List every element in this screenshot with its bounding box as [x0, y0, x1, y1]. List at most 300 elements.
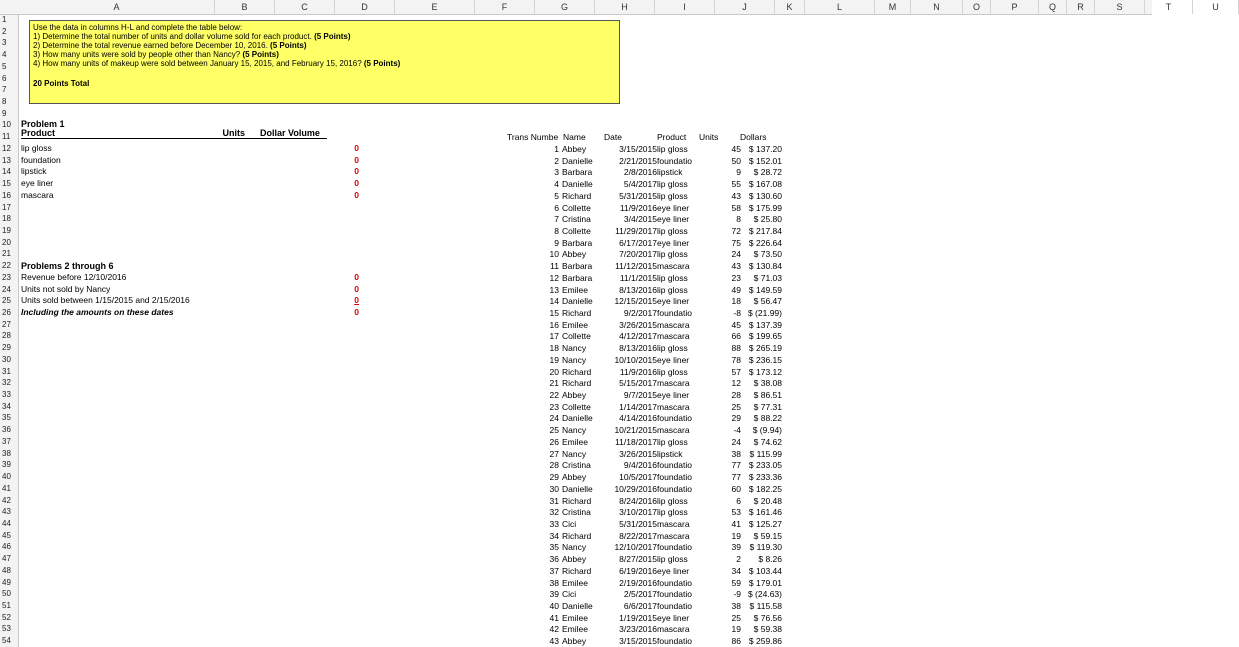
- column-header-h[interactable]: H: [595, 0, 655, 14]
- row-header[interactable]: 45: [2, 530, 11, 540]
- column-header-j[interactable]: J: [715, 0, 775, 14]
- table-cell-product[interactable]: foundatio: [657, 636, 692, 647]
- row-header[interactable]: 54: [2, 636, 11, 646]
- table-cell-product[interactable]: mascara: [657, 425, 690, 436]
- table-cell-trans[interactable]: 28: [549, 460, 559, 471]
- table-cell-product[interactable]: lip gloss: [657, 179, 688, 190]
- table-cell-trans[interactable]: 29: [549, 472, 559, 483]
- table-cell-trans[interactable]: 30: [549, 483, 559, 494]
- table-cell-name[interactable]: Nancy: [562, 542, 587, 553]
- table-cell-units[interactable]: 29: [731, 413, 741, 424]
- row-header[interactable]: 24: [2, 284, 11, 294]
- column-header-b[interactable]: B: [215, 0, 275, 14]
- table-cell-trans[interactable]: 35: [549, 542, 559, 553]
- table-cell-units[interactable]: 57: [731, 366, 741, 377]
- table-cell-dollars[interactable]: $ 182.25: [748, 483, 782, 494]
- table-cell-product[interactable]: foundatio: [657, 308, 692, 318]
- table-cell-product[interactable]: eye liner: [657, 296, 690, 307]
- table-cell-units[interactable]: 34: [731, 565, 741, 576]
- row-header[interactable]: 43: [2, 507, 11, 517]
- row-header[interactable]: 7: [2, 85, 7, 95]
- table-cell-trans[interactable]: 13: [549, 284, 559, 295]
- table-cell-units[interactable]: 2: [736, 554, 741, 565]
- table-cell-trans[interactable]: 34: [549, 530, 559, 541]
- row-header[interactable]: 15: [2, 179, 11, 189]
- column-header-r[interactable]: R: [1067, 0, 1095, 14]
- table-cell-dollars[interactable]: $ 59.38: [753, 624, 782, 635]
- table-cell-dollars[interactable]: $ 103.44: [748, 565, 782, 576]
- table-cell-trans[interactable]: 16: [549, 319, 559, 330]
- table-cell-dollars[interactable]: $ 233.36: [748, 472, 782, 483]
- table-cell-trans[interactable]: 1: [554, 143, 559, 154]
- row-header[interactable]: 49: [2, 577, 11, 587]
- table-cell-product[interactable]: foundatio: [657, 413, 692, 424]
- table-cell-name[interactable]: Nancy: [562, 354, 587, 365]
- table-cell-trans[interactable]: 23: [549, 401, 559, 412]
- row-header[interactable]: 27: [2, 319, 11, 329]
- table-cell-name[interactable]: Danielle: [562, 179, 593, 190]
- table-cell-product[interactable]: foundatio: [657, 460, 692, 471]
- table-cell-dollars[interactable]: $ 199.65: [748, 331, 782, 342]
- table-cell-dollars[interactable]: $ 77.31: [753, 401, 782, 412]
- table-cell-units[interactable]: 23: [731, 272, 741, 283]
- table-cell-name[interactable]: Collette: [562, 202, 591, 213]
- row-header[interactable]: 10: [2, 120, 11, 130]
- table-cell-dollars[interactable]: $ 217.84: [748, 225, 782, 236]
- row-header[interactable]: 53: [2, 624, 11, 634]
- problem-answer-cell[interactable]: 0: [354, 307, 359, 317]
- column-header-u[interactable]: U: [1193, 0, 1239, 14]
- table-cell-date[interactable]: 12/10/2017: [614, 542, 657, 553]
- table-cell-trans[interactable]: 26: [549, 436, 559, 447]
- row-header[interactable]: 19: [2, 225, 11, 235]
- table-cell-dollars[interactable]: $ (21.99): [747, 308, 782, 318]
- row-header[interactable]: 44: [2, 518, 11, 528]
- row-header[interactable]: 46: [2, 542, 11, 552]
- table-cell-product[interactable]: mascara: [657, 331, 690, 342]
- table-cell-dollars[interactable]: $ 226.64: [748, 237, 782, 248]
- table-cell-name[interactable]: Nancy: [562, 343, 587, 354]
- table-cell-trans[interactable]: 2: [554, 155, 559, 166]
- table-cell-product[interactable]: lip gloss: [657, 284, 688, 295]
- table-cell-dollars[interactable]: $ 28.72: [753, 167, 782, 178]
- table-cell-units[interactable]: 41: [731, 518, 741, 529]
- table-cell-units[interactable]: 88: [731, 343, 741, 354]
- table-cell-name[interactable]: Abbey: [562, 249, 587, 260]
- table-cell-name[interactable]: Danielle: [562, 155, 593, 166]
- row-header[interactable]: 38: [2, 448, 11, 458]
- table-cell-trans[interactable]: 18: [549, 343, 559, 354]
- table-cell-date[interactable]: 10/29/2016: [614, 483, 657, 494]
- row-header[interactable]: 3: [2, 38, 7, 48]
- table-cell-product[interactable]: eye liner: [657, 202, 690, 213]
- table-cell-dollars[interactable]: $ 233.05: [748, 460, 782, 471]
- table-cell-units[interactable]: 75: [731, 237, 741, 248]
- table-cell-units[interactable]: 45: [731, 143, 741, 154]
- table-cell-units[interactable]: 50: [731, 155, 741, 166]
- table-cell-trans[interactable]: 11: [550, 261, 559, 272]
- table-cell-units[interactable]: 12: [731, 378, 741, 389]
- row-header[interactable]: 5: [2, 61, 7, 71]
- table-cell-date[interactable]: 3/23/2016: [619, 624, 657, 635]
- table-cell-date[interactable]: 11/1/2015: [619, 272, 657, 283]
- table-cell-dollars[interactable]: $ 130.60: [748, 190, 782, 201]
- table-cell-date[interactable]: 2/5/2017: [623, 589, 657, 600]
- table-cell-units[interactable]: 72: [731, 225, 741, 236]
- table-cell-dollars[interactable]: $ 38.08: [753, 378, 782, 389]
- table-cell-trans[interactable]: 42: [549, 624, 559, 635]
- table-cell-date[interactable]: 11/12/2015: [615, 261, 657, 272]
- table-cell-units[interactable]: 19: [731, 624, 741, 635]
- table-cell-product[interactable]: lip gloss: [657, 436, 688, 447]
- table-cell-date[interactable]: 4/12/2017: [619, 331, 657, 342]
- column-header-t[interactable]: T: [1145, 0, 1193, 14]
- row-header[interactable]: 40: [2, 472, 11, 482]
- column-header-a[interactable]: A: [19, 0, 215, 14]
- table-cell-date[interactable]: 11/9/2016: [619, 202, 657, 213]
- table-header-trans[interactable]: Trans Numbe: [507, 132, 559, 143]
- table-cell-date[interactable]: 3/26/2015: [619, 448, 657, 459]
- table-cell-date[interactable]: 11/29/2017: [615, 225, 657, 236]
- table-cell-dollars[interactable]: $ 173.12: [748, 366, 782, 377]
- dollar-volume-value-cell[interactable]: 0: [354, 178, 359, 189]
- row-header[interactable]: 1: [2, 15, 7, 24]
- row-header[interactable]: 14: [2, 167, 11, 177]
- table-cell-units[interactable]: 49: [731, 284, 741, 295]
- table-cell-date[interactable]: 9/4/2016: [623, 460, 657, 471]
- table-cell-trans[interactable]: 12: [549, 272, 559, 283]
- table-cell-product[interactable]: eye liner: [657, 214, 690, 225]
- table-cell-units[interactable]: 9: [736, 167, 741, 178]
- table-cell-units[interactable]: 53: [731, 507, 741, 518]
- worksheet-grid[interactable]: [19, 15, 1152, 647]
- table-cell-date[interactable]: 6/19/2016: [619, 565, 657, 576]
- table-cell-dollars[interactable]: $ 20.48: [753, 495, 782, 506]
- row-header[interactable]: 4: [2, 50, 7, 60]
- problem-label-cell[interactable]: Revenue before 12/10/2016: [21, 271, 127, 282]
- product-name-cell[interactable]: mascara: [21, 189, 54, 200]
- table-cell-date[interactable]: 5/31/2015: [619, 190, 657, 201]
- row-header[interactable]: 36: [2, 425, 11, 435]
- table-cell-trans[interactable]: 33: [549, 518, 559, 529]
- table-cell-name[interactable]: Collette: [562, 331, 591, 342]
- table-cell-dollars[interactable]: $ 265.19: [748, 343, 782, 354]
- table-cell-trans[interactable]: 32: [549, 507, 559, 518]
- table-cell-trans[interactable]: 40: [549, 601, 559, 611]
- table-cell-dollars[interactable]: $ 8.26: [758, 554, 782, 565]
- table-cell-trans[interactable]: 4: [554, 179, 559, 190]
- row-header[interactable]: 28: [2, 331, 11, 341]
- row-header[interactable]: 16: [2, 190, 11, 200]
- column-header-e[interactable]: E: [395, 0, 475, 14]
- table-cell-date[interactable]: 6/6/2017: [623, 601, 657, 611]
- table-header-units[interactable]: Units: [699, 132, 719, 143]
- table-cell-trans[interactable]: 31: [549, 495, 559, 506]
- table-cell-units[interactable]: 86: [731, 636, 741, 647]
- table-cell-product[interactable]: eye liner: [657, 354, 690, 365]
- table-cell-date[interactable]: 4/14/2016: [619, 413, 657, 424]
- row-header[interactable]: 11: [2, 132, 11, 142]
- table-cell-dollars[interactable]: $ 73.50: [753, 249, 782, 260]
- row-header[interactable]: 20: [2, 237, 11, 247]
- table-cell-name[interactable]: Cristina: [562, 460, 591, 471]
- table-cell-dollars[interactable]: $ 59.15: [753, 530, 782, 541]
- table-cell-units[interactable]: 25: [731, 612, 741, 623]
- table-cell-date[interactable]: 3/15/2015: [619, 143, 657, 154]
- table-cell-units[interactable]: 19: [731, 530, 741, 541]
- table-cell-product[interactable]: foundatio: [657, 601, 692, 611]
- table-cell-product[interactable]: mascara: [657, 518, 690, 529]
- column-header-p[interactable]: P: [991, 0, 1039, 14]
- table-cell-name[interactable]: Barbara: [562, 261, 593, 272]
- table-cell-dollars[interactable]: $ 56.47: [753, 296, 782, 307]
- dollar-volume-value-cell[interactable]: 0: [354, 166, 359, 177]
- table-cell-dollars[interactable]: $ 125.27: [748, 518, 782, 529]
- row-header[interactable]: 6: [2, 73, 7, 83]
- table-cell-trans[interactable]: 37: [549, 565, 559, 576]
- table-cell-name[interactable]: Richard: [562, 495, 592, 506]
- table-cell-trans[interactable]: 36: [549, 554, 559, 565]
- column-header-k[interactable]: K: [775, 0, 805, 14]
- table-cell-dollars[interactable]: $ 179.01: [748, 577, 782, 588]
- table-cell-date[interactable]: 5/4/2017: [623, 179, 657, 190]
- table-header-date[interactable]: Date: [604, 132, 622, 143]
- table-cell-trans[interactable]: 21: [549, 378, 559, 389]
- table-cell-trans[interactable]: 19: [549, 354, 559, 365]
- table-cell-product[interactable]: lip gloss: [657, 343, 688, 354]
- table-cell-dollars[interactable]: $ 259.86: [748, 636, 782, 647]
- table-cell-name[interactable]: Emilee: [562, 612, 588, 623]
- table-cell-product[interactable]: foundatio: [657, 589, 692, 600]
- table-cell-name[interactable]: Barbara: [562, 237, 593, 248]
- table-cell-name[interactable]: Richard: [562, 378, 592, 389]
- table-cell-product[interactable]: foundatio: [657, 483, 692, 494]
- row-header[interactable]: 48: [2, 565, 11, 575]
- table-cell-date[interactable]: 2/21/2015: [619, 155, 657, 166]
- table-cell-dollars[interactable]: $ 76.56: [753, 612, 782, 623]
- row-header[interactable]: 29: [2, 343, 11, 353]
- table-cell-product[interactable]: lip gloss: [657, 249, 688, 260]
- row-header[interactable]: 8: [2, 97, 7, 107]
- table-cell-date[interactable]: 3/4/2015: [623, 214, 657, 225]
- table-cell-product[interactable]: foundatio: [657, 472, 692, 483]
- table-cell-date[interactable]: 10/10/2015: [614, 354, 657, 365]
- table-cell-units[interactable]: 78: [731, 354, 741, 365]
- table-cell-product[interactable]: mascara: [657, 261, 690, 272]
- table-cell-date[interactable]: 11/18/2017: [615, 436, 657, 447]
- table-cell-date[interactable]: 8/22/2017: [619, 530, 657, 541]
- table-cell-name[interactable]: Richard: [562, 565, 592, 576]
- table-cell-name[interactable]: Emilee: [562, 436, 588, 447]
- table-cell-trans[interactable]: 43: [549, 636, 559, 647]
- table-cell-date[interactable]: 8/27/2015: [619, 554, 657, 565]
- table-cell-dollars[interactable]: $ 119.30: [749, 542, 782, 553]
- product-name-cell[interactable]: eye liner: [21, 178, 54, 189]
- table-cell-name[interactable]: Emilee: [562, 624, 588, 635]
- table-cell-product[interactable]: lipstick: [657, 167, 683, 178]
- row-header[interactable]: 39: [2, 460, 11, 470]
- table-cell-date[interactable]: 2/8/2016: [623, 167, 657, 178]
- row-header[interactable]: 34: [2, 401, 11, 411]
- table-cell-product[interactable]: eye liner: [657, 237, 690, 248]
- table-cell-units[interactable]: 77: [731, 472, 741, 483]
- table-cell-name[interactable]: Collette: [562, 401, 591, 412]
- table-cell-product[interactable]: foundatio: [657, 155, 692, 166]
- table-cell-name[interactable]: Cristina: [562, 507, 591, 518]
- table-cell-units[interactable]: 66: [731, 331, 741, 342]
- table-cell-units[interactable]: 38: [731, 448, 741, 459]
- table-cell-trans[interactable]: 39: [549, 589, 559, 600]
- table-cell-date[interactable]: 6/17/2017: [619, 237, 657, 248]
- column-header-n[interactable]: N: [911, 0, 963, 14]
- dollar-volume-value-cell[interactable]: 0: [354, 189, 359, 200]
- table-header-name[interactable]: Name: [563, 132, 586, 143]
- row-header[interactable]: 12: [2, 143, 11, 153]
- table-cell-product[interactable]: mascara: [657, 624, 690, 635]
- table-cell-trans[interactable]: 6: [554, 202, 559, 213]
- table-cell-product[interactable]: mascara: [657, 530, 690, 541]
- row-header[interactable]: 2: [2, 26, 7, 36]
- table-cell-product[interactable]: mascara: [657, 319, 690, 330]
- table-cell-dollars[interactable]: $ (9.94): [752, 425, 782, 436]
- table-cell-trans[interactable]: 27: [549, 448, 559, 459]
- table-cell-date[interactable]: 3/26/2015: [619, 319, 657, 330]
- table-cell-units[interactable]: 38: [731, 601, 741, 611]
- table-cell-units[interactable]: -8: [733, 308, 741, 318]
- table-cell-dollars[interactable]: $ 167.08: [748, 179, 782, 190]
- column-header-l[interactable]: L: [805, 0, 875, 14]
- table-header-product[interactable]: Product: [657, 132, 687, 143]
- table-cell-date[interactable]: 9/7/2015: [623, 390, 657, 401]
- table-cell-name[interactable]: Abbey: [562, 636, 587, 647]
- table-cell-dollars[interactable]: $ 25.80: [753, 214, 782, 225]
- table-cell-dollars[interactable]: $ 74.62: [753, 436, 782, 447]
- table-cell-name[interactable]: Danielle: [562, 483, 593, 494]
- table-cell-name[interactable]: Cici: [562, 589, 577, 600]
- table-cell-dollars[interactable]: $ 175.99: [748, 202, 782, 213]
- table-cell-name[interactable]: Emilee: [562, 319, 588, 330]
- problem-answer-cell[interactable]: 0: [354, 295, 359, 306]
- table-cell-date[interactable]: 5/15/2017: [619, 378, 657, 389]
- column-header-q[interactable]: Q: [1039, 0, 1067, 14]
- table-cell-product[interactable]: foundatio: [657, 577, 692, 588]
- table-cell-dollars[interactable]: $ 115.58: [749, 601, 782, 611]
- column-header-d[interactable]: D: [335, 0, 395, 14]
- problem-label-cell[interactable]: Units not sold by Nancy: [21, 283, 111, 294]
- dollar-volume-value-cell[interactable]: 0: [354, 154, 359, 165]
- row-header[interactable]: 42: [2, 495, 11, 505]
- table-cell-date[interactable]: 8/24/2016: [619, 495, 657, 506]
- table-cell-trans[interactable]: 38: [549, 577, 559, 588]
- table-cell-units[interactable]: 60: [731, 483, 741, 494]
- table-cell-name[interactable]: Abbey: [562, 143, 587, 154]
- table-cell-dollars[interactable]: $ 86.51: [753, 390, 782, 401]
- row-header[interactable]: 35: [2, 413, 11, 423]
- table-cell-name[interactable]: Collette: [562, 225, 591, 236]
- table-cell-dollars[interactable]: $ 115.99: [749, 448, 782, 459]
- table-cell-units[interactable]: 77: [731, 460, 741, 471]
- table-cell-dollars[interactable]: $ 236.15: [748, 354, 782, 365]
- table-cell-trans[interactable]: 22: [549, 390, 559, 401]
- table-cell-name[interactable]: Barbara: [562, 272, 593, 283]
- table-cell-product[interactable]: foundatio: [657, 542, 692, 553]
- problem-label-cell[interactable]: Units sold between 1/15/2015 and 2/15/2016: [21, 295, 190, 306]
- table-cell-trans[interactable]: 8: [554, 225, 559, 236]
- problem-answer-cell[interactable]: 0: [354, 283, 359, 294]
- table-cell-trans[interactable]: 9: [554, 237, 559, 248]
- row-header[interactable]: 37: [2, 436, 11, 446]
- table-cell-product[interactable]: lip gloss: [657, 495, 688, 506]
- table-cell-name[interactable]: Danielle: [562, 413, 593, 424]
- row-header[interactable]: 32: [2, 378, 11, 388]
- table-cell-name[interactable]: Emilee: [562, 284, 588, 295]
- table-cell-date[interactable]: 11/9/2016: [619, 366, 657, 377]
- table-cell-product[interactable]: mascara: [657, 401, 690, 412]
- column-header-g[interactable]: G: [535, 0, 595, 14]
- table-cell-name[interactable]: Richard: [562, 366, 592, 377]
- table-cell-date[interactable]: 3/10/2017: [619, 507, 657, 518]
- table-cell-units[interactable]: 59: [731, 577, 741, 588]
- row-header[interactable]: 51: [2, 601, 11, 610]
- table-cell-name[interactable]: Barbara: [562, 167, 593, 178]
- table-cell-dollars[interactable]: $ 137.20: [748, 143, 782, 154]
- table-cell-date[interactable]: 8/13/2016: [619, 284, 657, 295]
- product-name-cell[interactable]: lip gloss: [21, 142, 52, 153]
- row-header[interactable]: 33: [2, 390, 11, 400]
- table-cell-product[interactable]: lip gloss: [657, 272, 688, 283]
- table-cell-product[interactable]: lip gloss: [657, 507, 688, 518]
- table-cell-date[interactable]: 10/21/2015: [614, 425, 657, 436]
- table-cell-date[interactable]: 3/15/2015: [619, 636, 657, 647]
- table-cell-product[interactable]: eye liner: [657, 390, 690, 401]
- table-cell-name[interactable]: Abbey: [562, 390, 587, 401]
- table-cell-dollars[interactable]: $ 149.59: [748, 284, 782, 295]
- table-cell-date[interactable]: 10/5/2017: [619, 472, 657, 483]
- table-cell-trans[interactable]: 24: [549, 413, 559, 424]
- table-cell-units[interactable]: 43: [731, 190, 741, 201]
- row-header[interactable]: 26: [2, 308, 11, 317]
- table-cell-dollars[interactable]: $ (24.63): [747, 589, 782, 600]
- table-cell-trans[interactable]: 7: [554, 214, 559, 225]
- table-cell-units[interactable]: 55: [731, 179, 741, 190]
- column-header-i[interactable]: I: [655, 0, 715, 14]
- table-cell-name[interactable]: Emilee: [562, 577, 588, 588]
- problem-answer-cell[interactable]: 0: [354, 271, 359, 282]
- table-cell-product[interactable]: eye liner: [657, 565, 690, 576]
- table-cell-units[interactable]: 45: [731, 319, 741, 330]
- row-header[interactable]: 52: [2, 612, 11, 622]
- table-cell-date[interactable]: 8/13/2016: [619, 343, 657, 354]
- table-cell-trans[interactable]: 25: [549, 425, 559, 436]
- row-header[interactable]: 17: [2, 202, 11, 212]
- table-cell-units[interactable]: -4: [733, 425, 741, 436]
- table-cell-date[interactable]: 1/19/2015: [619, 612, 657, 623]
- table-cell-name[interactable]: Cici: [562, 518, 577, 529]
- table-cell-product[interactable]: eye liner: [657, 612, 690, 623]
- row-header[interactable]: 25: [2, 296, 11, 306]
- table-cell-product[interactable]: lip gloss: [657, 143, 688, 154]
- column-header-c[interactable]: C: [275, 0, 335, 14]
- table-cell-trans[interactable]: 5: [554, 190, 559, 201]
- table-cell-date[interactable]: 1/14/2017: [619, 401, 657, 412]
- table-cell-trans[interactable]: 10: [549, 249, 559, 260]
- table-cell-units[interactable]: 18: [731, 296, 741, 307]
- table-cell-units[interactable]: 25: [731, 401, 741, 412]
- table-cell-dollars[interactable]: $ 161.46: [748, 507, 782, 518]
- table-cell-name[interactable]: Abbey: [562, 472, 587, 483]
- table-cell-dollars[interactable]: $ 71.03: [753, 272, 782, 283]
- table-cell-name[interactable]: Abbey: [562, 554, 587, 565]
